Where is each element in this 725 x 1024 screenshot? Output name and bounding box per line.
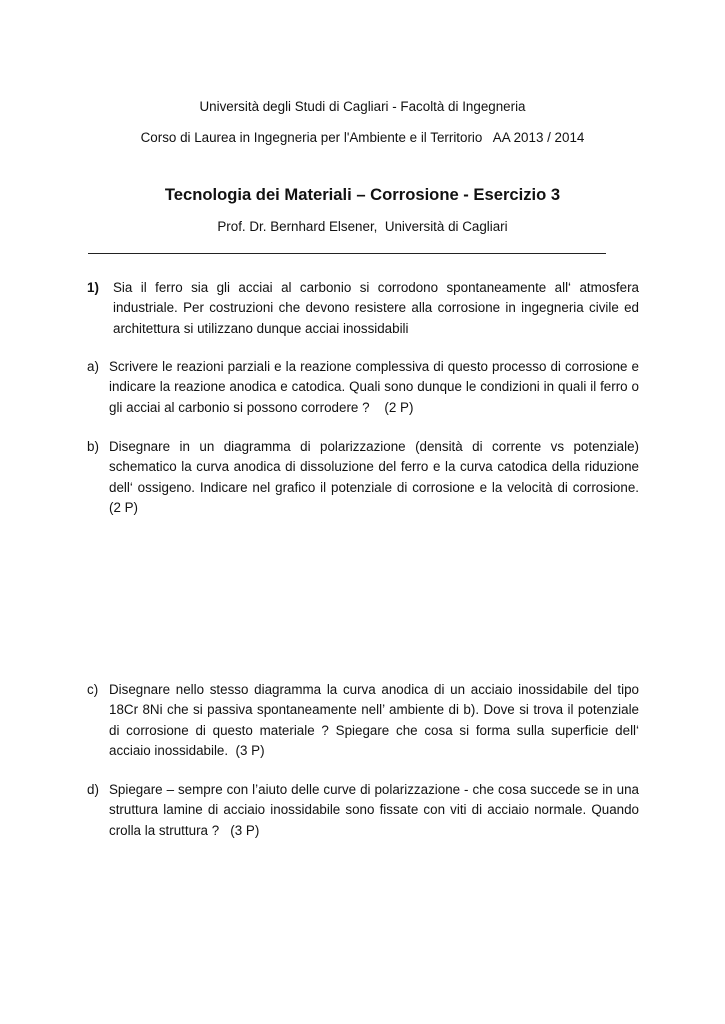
question-c bbox=[87, 680, 643, 762]
question-label: a) bbox=[87, 359, 99, 374]
question-text: Disegnare in un diagramma di polarizzazione (densità di corrente vs potenziale) schematico la curva anodica di dissoluzione del ferro e la curva catodica della riduzione dell‘ ossigeno. Indicare nel grafico il potenziale di corrosione e la velocità di corrosione. (2 P) bbox=[109, 439, 647, 516]
course-header: Corso di Laurea in Ingegneria per l'Ambiente e il Territorio AA 2013 / 2014 bbox=[140, 130, 585, 145]
separator-rule bbox=[88, 253, 606, 254]
page-title: Tecnologia dei Materiali – Corrosione - Esercizio 3 bbox=[164, 185, 561, 204]
question-label: c) bbox=[87, 682, 99, 697]
question-1 bbox=[87, 278, 639, 339]
question-b bbox=[87, 437, 647, 519]
question-label: d) bbox=[87, 782, 99, 797]
question-a bbox=[87, 357, 643, 418]
question-text: Scrivere le reazioni parziali e la reazione complessiva di questo processo di corrosione e indicare la reazione anodica e catodica. Quali sono dunque le condizioni in quali il ferro o gli acciai al carbonio si possono corrodere ? (2 P) bbox=[109, 359, 643, 415]
question-text: Disegnare nello stesso diagramma la curva anodica di un acciaio inossidabile del tipo 18Cr 8Ni che si passiva spontaneamente nell’ ambiente di b). Dove si trova il potenziale di corrosione di questo materiale ? Spiegare che cosa si forma sulla superficie dell‘ acciaio inossidabile. (3 P) bbox=[109, 682, 643, 759]
question-label: b) bbox=[87, 439, 99, 454]
question-text: Sia il ferro sia gli acciai al carbonio si corrodono spontaneamente all‘ atmosfera industriale. Per costruzioni che devono resistere alla corrosione in ingegneria civile ed architettura si utilizzano dunque acciai inossidabili bbox=[113, 280, 639, 336]
question-d bbox=[87, 780, 643, 841]
question-text: Spiegare – sempre con l’aiuto delle curve di polarizzazione - che cosa succede se in una struttura lamine di acciaio inossidabile sono fissate con viti di acciaio normale. Quando crolla la struttura ? (3 P) bbox=[109, 782, 643, 838]
question-label: 1) bbox=[87, 280, 99, 295]
university-header: Università degli Studi di Cagliari - Facoltà di Ingegneria bbox=[199, 99, 526, 114]
author-line: Prof. Dr. Bernhard Elsener, Università di Cagliari bbox=[217, 219, 508, 234]
answer-blank-space bbox=[87, 530, 639, 675]
